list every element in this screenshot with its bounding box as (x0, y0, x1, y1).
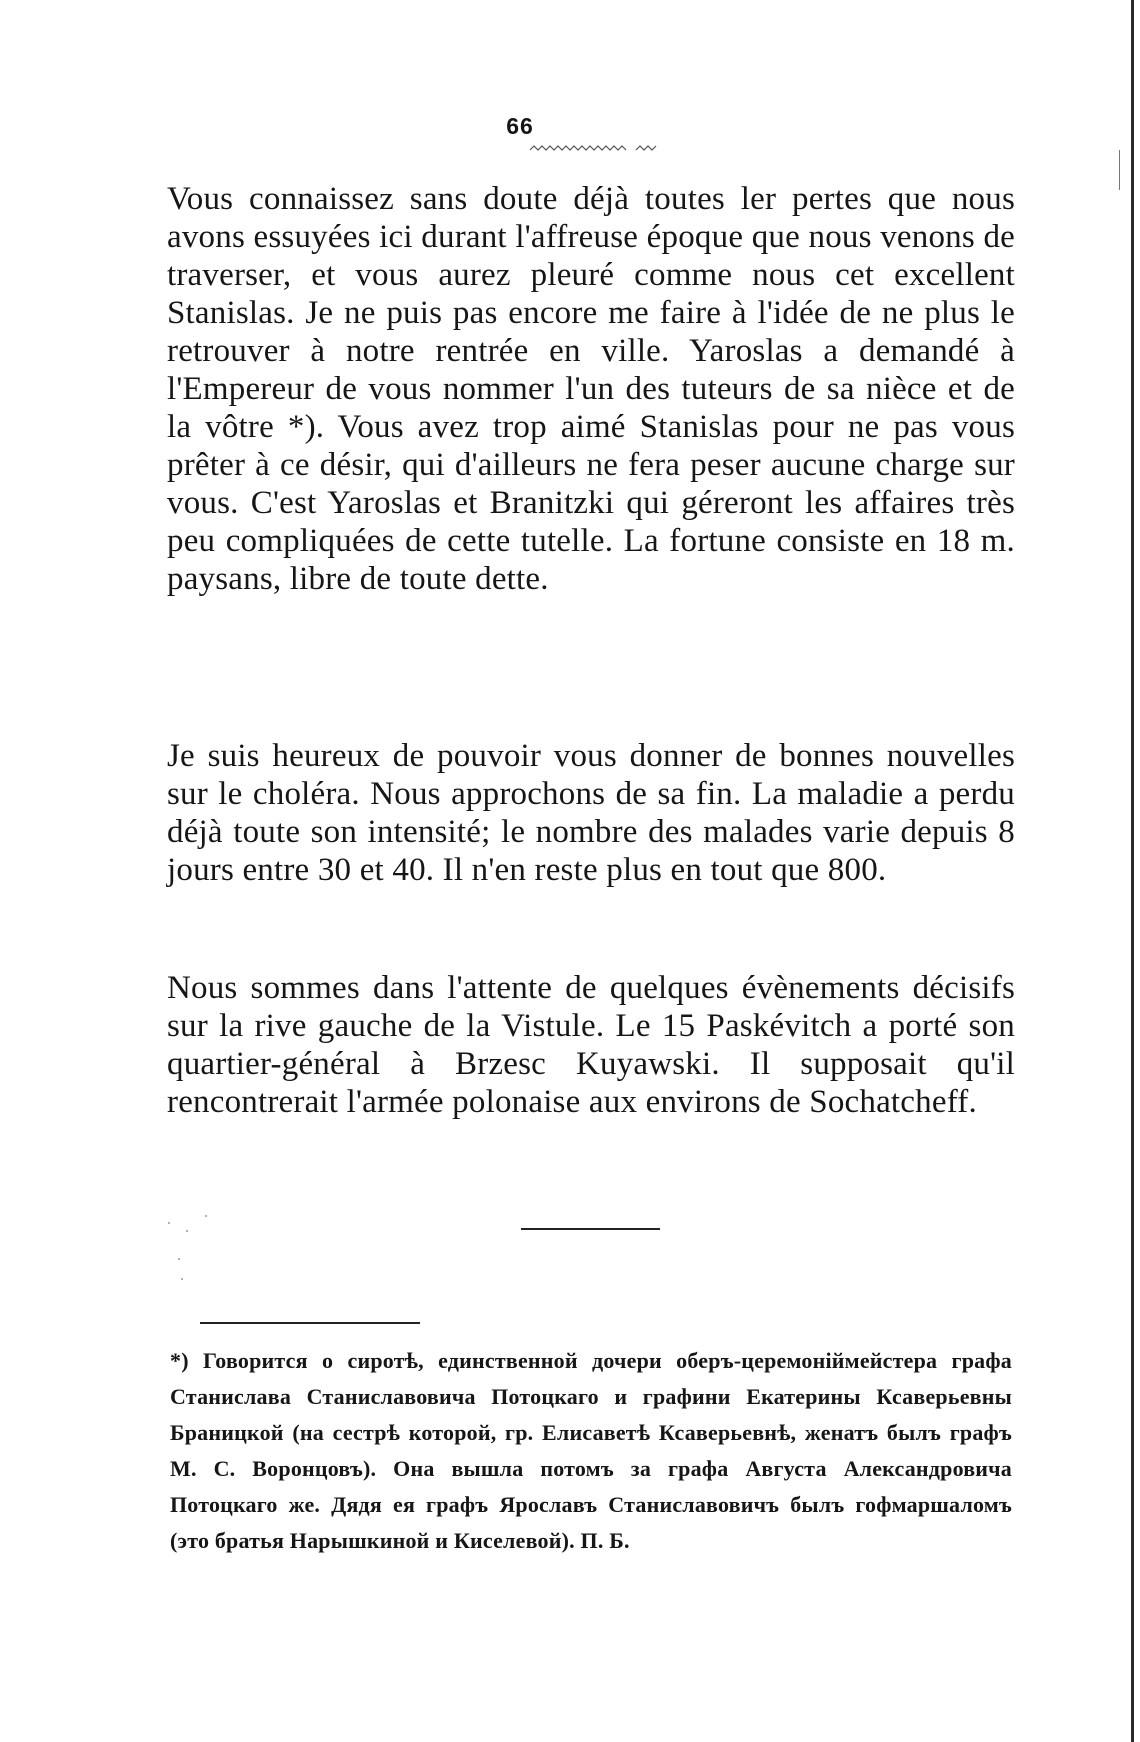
section-separator (521, 1228, 660, 1230)
footnote: *) Говорится о сиротѣ, единственной дочери оберъ-церемоніймейстера графа Станислава Станиславовича Потоцкаго и графини Екатерины Ксаверьевны Браницкой (на сестрѣ которой, гр. Елисаветѣ Ксаверьевнѣ, женатъ былъ графъ М. С. Воронцовъ). Она вышла потомъ за графа Августа Александровича Потоцкаго же. Дядя ея графъ Ярославъ Станиславовичъ былъ гофмаршаломъ (это братья Нарышкиной и Киселевой). П. Б. (170, 1348, 1012, 1553)
paragraph-2: Je suis heureux de pouvoir vous donner de bonnes nouvelles sur le choléra. Nous approchons de sa fin. La maladie a perdu déjà toute son intensité; le nombre des malades varie depuis 8 jours entre 30 et 40. Il n'en reste plus en tout que 800. (167, 738, 1015, 888)
paragraph-3: Nous sommes dans l'attente de quelques évènements décisifs sur la rive gauche de la Vistule. Le 15 Paskévitch a porté son quartier-général à Brzesc Kuyawski. Il supposait qu'il rencontrerait l'armée polonaise aux environs de Sochatcheff. (167, 970, 1015, 1120)
scan-edge-mark (1119, 150, 1120, 190)
scan-edge-line (1131, 0, 1134, 1742)
page-number-ornament (528, 143, 660, 153)
footnote-rule (200, 1322, 420, 1324)
page-number: 66 (506, 113, 534, 139)
paragraph-1: Vous connaissez sans doute déjà toutes ler pertes que nous avons essuyées ici durant l'affreuse époque que nous venons de traverser, et vous aurez pleuré comme nous cet excellent Stanislas. Je ne puis pas encore me faire à l'idée de ne plus le retrouver à notre rentrée en ville. Yaroslas a demandé à l'Empereur de vous nommer l'un des tuteurs de sa nièce et de la vôtre *). Vous avez trop aimé Stanislas pour ne pas vous prêter à ce désir, qui d'ailleurs ne fera peser aucune charge sur vous. C'est Yaroslas et Branitzki qui géreront les affaires très peu compliquées de cette tutelle. La fortune consiste en 18 m. paysans, libre de toute dette. (167, 181, 1015, 597)
